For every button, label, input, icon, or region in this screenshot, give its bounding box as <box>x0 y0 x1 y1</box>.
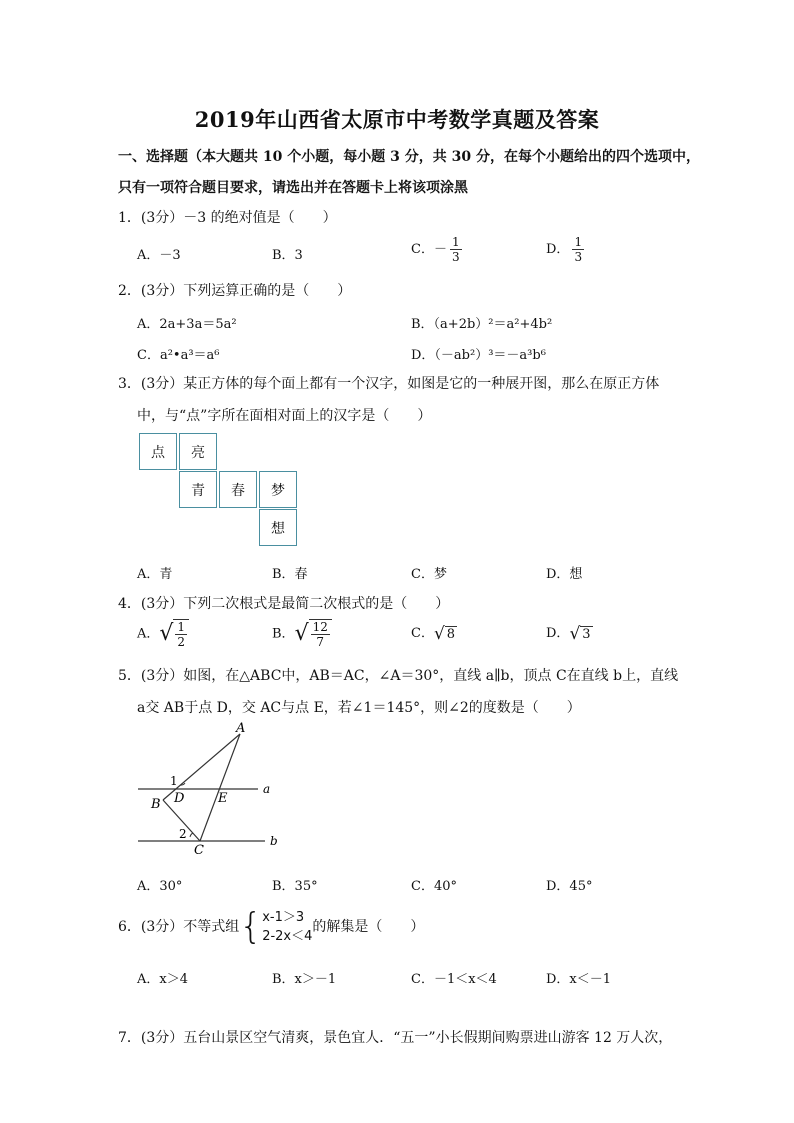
q4-option-a: A． √ $\frac{1}{2}$ <box>137 619 189 649</box>
page-title: 2019年山西省太原市中考数学真题及答案 <box>194 107 600 132</box>
segment-AC <box>200 734 240 841</box>
q2-option-d: D．（－ab²）³＝－a³b⁶ <box>411 348 546 363</box>
fraction: $\frac{1}{3}$ <box>574 235 583 264</box>
question-3-stem-line1: 3．(3分）某正方体的每个面上都有一个汉字，如图是它的一种展开图，那么在原正方体 <box>118 376 660 392</box>
q3-option-b: B．春 <box>272 567 308 582</box>
question-7-stem: 7．(3分）五台山景区空气清爽，景色宜人．“五一”小长假期间购票进山游客 12 万人次， <box>118 1030 673 1046</box>
label-b: b <box>270 834 278 848</box>
net-cell: 梦 <box>259 471 297 508</box>
label-C: C <box>194 843 204 858</box>
q4-option-c: C． √ 8 <box>411 623 456 644</box>
label-A: A <box>236 722 246 736</box>
question-3-stem-line2: 中，与“点”字所在面相对面上的汉字是（ ） <box>137 408 432 424</box>
q2-option-b: B．（a+2b）²＝a²+4b² <box>411 317 553 332</box>
question-5-stem-line2: a交 AB于点 D，交 AC与点 E，若∠1＝145°，则∠2的度数是（ ） <box>137 700 581 716</box>
q1-option-b: B．3 <box>272 248 303 263</box>
section-heading-line1: 一、选择题（本大题共 10 个小题，每小题 3 分，共 30 分，在每个小题给出的四个选项中， <box>118 149 700 165</box>
question-2-stem: 2．(3分）下列运算正确的是（ ） <box>118 283 352 299</box>
net-cell: 春 <box>219 471 257 508</box>
q2-option-c: C．a²•a³＝a⁶ <box>137 348 220 363</box>
question-6-stem: 6．(3分）不等式组 { x-1＞3 2-2x＜4 的解集是（ ） <box>118 906 425 947</box>
triangle-parallel-lines-figure <box>130 722 300 862</box>
q3-option-c: C．梦 <box>411 567 447 582</box>
label-D: D <box>174 791 185 806</box>
q6-option-b: B．x＞－1 <box>272 972 337 987</box>
q4-option-d: D． √ 3 <box>546 623 591 644</box>
q2-option-a: A．2a+3a＝5a² <box>137 317 237 332</box>
q6-option-d: D．x＜－1 <box>546 972 612 987</box>
q3-option-a: A．青 <box>137 567 173 582</box>
label-B: B <box>151 797 161 812</box>
inequality-system: { x-1＞3 2-2x＜4 <box>239 906 313 947</box>
label-angle-2: 2 <box>179 827 187 841</box>
q3-option-d: D．想 <box>546 567 583 582</box>
question-5-stem-line1: 5．(3分）如图，在△ABC中，AB＝AC，∠A＝30°，直线 a∥b，顶点 C在直线 b上，直线 <box>118 668 679 684</box>
q5-option-a: A．30° <box>137 879 183 894</box>
q5-option-d: D．45° <box>546 879 593 894</box>
q1-option-c: C．－ $\frac{1}{3}$ <box>411 235 460 264</box>
net-cell: 青 <box>179 471 217 508</box>
label-E: E <box>218 791 228 806</box>
label-angle-1: 1 <box>170 774 178 788</box>
q6-option-c: C．－1＜x＜4 <box>411 972 497 987</box>
q4-option-b: B． √ $\frac{12}{7}$ <box>272 619 332 649</box>
q1-option-a: A．－3 <box>137 248 181 263</box>
q5-option-c: C．40° <box>411 879 457 894</box>
net-cell: 想 <box>259 509 297 546</box>
q5-option-b: B．35° <box>272 879 318 894</box>
radical: √ 8 <box>433 623 456 644</box>
section-heading-line2: 只有一项符合题目要求，请选出并在答题卡上将该项涂黑 <box>118 180 468 196</box>
q6-option-a: A．x＞4 <box>137 972 188 987</box>
radical: √ 3 <box>569 623 591 644</box>
q1-option-d: D． $\frac{1}{3}$ <box>546 235 583 264</box>
radical: √ $\frac{1}{2}$ <box>159 619 189 649</box>
radical: √ $\frac{12}{7}$ <box>295 619 332 649</box>
fraction: $\frac{1}{3}$ <box>451 235 460 264</box>
question-1-stem: 1．(3分）－3 的绝对值是（ ） <box>118 210 337 226</box>
angle-2-arc <box>190 833 193 837</box>
question-4-stem: 4．(3分）下列二次根式是最简二次根式的是（ ） <box>118 596 450 612</box>
net-cell: 点 <box>139 433 177 470</box>
net-cell: 亮 <box>179 433 217 470</box>
label-a: a <box>263 782 271 796</box>
